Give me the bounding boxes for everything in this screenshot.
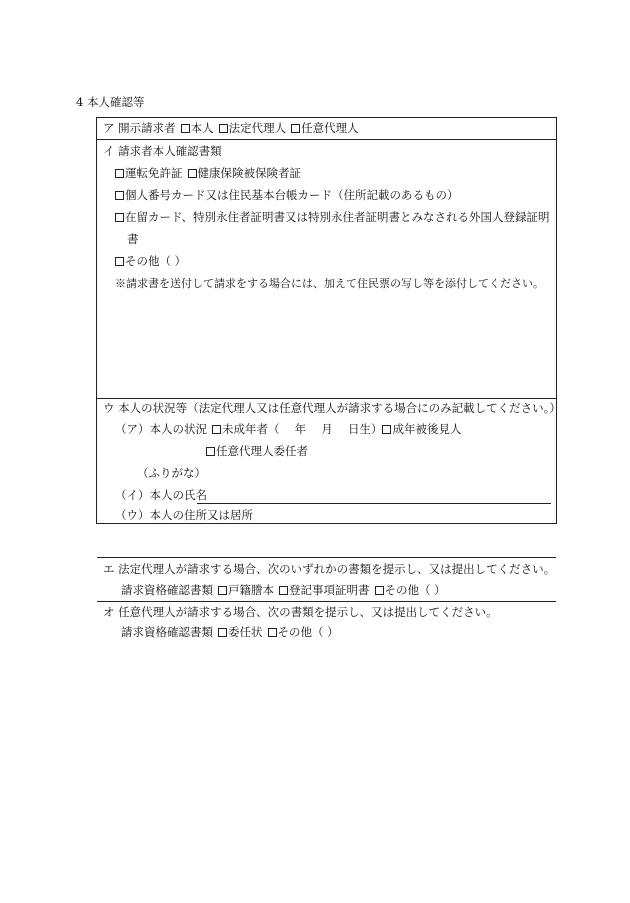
residence-card-checkbox[interactable] <box>115 213 124 222</box>
name-label: （イ）本人の氏名 <box>115 488 207 502</box>
status-line-1 <box>115 424 461 436</box>
minor-checkbox[interactable] <box>212 425 221 434</box>
drivers-license-label: 運転免許証 <box>125 166 183 180</box>
address-input-line[interactable] <box>245 523 551 524</box>
id-doc-line-3 <box>115 212 549 224</box>
other-id-label: その他（ ） <box>125 254 187 268</box>
residence-card-label-cont: 書 <box>127 232 139 246</box>
drivers-license-checkbox[interactable] <box>115 169 124 178</box>
identity-verification-table <box>96 117 561 639</box>
other-id-checkbox[interactable] <box>115 257 124 266</box>
requester-line <box>103 123 359 135</box>
legal-agent-docs-line <box>121 585 446 597</box>
id-doc-line-4 <box>115 256 186 268</box>
requester-label: ア 開示請求者 <box>103 121 176 135</box>
voluntary-agent-other-label: その他（ ） <box>277 625 339 639</box>
name-input-line[interactable] <box>197 503 551 504</box>
voluntary-agent-other-checkbox[interactable] <box>268 628 277 637</box>
status-line-2 <box>206 446 308 458</box>
principal-status-row <box>97 398 561 557</box>
power-of-attorney-checkbox[interactable] <box>218 628 227 637</box>
legal-agent-other-checkbox[interactable] <box>375 586 384 595</box>
voluntary-agent-docs-line <box>121 627 339 639</box>
family-register-checkbox[interactable] <box>218 586 227 595</box>
voluntary-agent-docs-title: 請求資格確認書類 <box>121 625 213 639</box>
residence-card-label: 在留カード、特別永住者証明書又は特別永住者証明書とみなされる外国人登録証明 <box>125 210 550 224</box>
legal-agent-docs-row <box>97 557 556 601</box>
requester-legal-agent-label: 法定代理人 <box>228 121 287 135</box>
voluntary-agent-docs-row <box>97 601 556 640</box>
id-documents-label: イ 請求者本人確認書類 <box>103 144 222 158</box>
delegator-label: 任意代理人委任者 <box>216 444 308 458</box>
family-register-label: 戸籍謄本 <box>228 583 274 597</box>
requester-legal-agent-checkbox[interactable] <box>219 124 228 133</box>
requester-voluntary-agent-label: 任意代理人 <box>301 121 359 135</box>
mailing-note: ※請求書を送付して請求をする場合には、加えて住民票の写し等を添付してください。 <box>115 277 544 290</box>
my-number-card-label: 個人番号カード又は住民基本台帳カード（住所記載のあるもの） <box>125 188 459 202</box>
address-label: （ウ）本人の住所又は居所 <box>115 508 253 522</box>
delegator-checkbox[interactable] <box>206 447 215 456</box>
section-heading: 4 本人確認等 <box>76 95 145 109</box>
id-doc-line-1 <box>115 168 301 180</box>
furigana-label: （ふりがな） <box>137 466 206 480</box>
registry-certificate-label: 登記事項証明書 <box>289 583 370 597</box>
my-number-card-checkbox[interactable] <box>115 191 124 200</box>
health-insurance-label: 健康保険被保険者証 <box>197 166 301 180</box>
requester-self-label: 本人 <box>190 121 214 135</box>
requester-self-checkbox[interactable] <box>181 124 190 133</box>
legal-agent-docs-label: エ 法定代理人が請求する場合、次のいずれかの書類を提示し、又は提出してください。 <box>103 562 556 576</box>
requester-voluntary-agent-checkbox[interactable] <box>291 124 300 133</box>
status-label: （ア）本人の状況 <box>115 422 207 436</box>
minor-label: 未成年者（ 年 月 日生） <box>222 422 383 436</box>
health-insurance-checkbox[interactable] <box>188 169 197 178</box>
voluntary-agent-docs-label: オ 任意代理人が請求する場合、次の書類を提示し、又は提出してください。 <box>103 605 498 619</box>
power-of-attorney-label: 委任状 <box>228 625 263 639</box>
id-documents-row <box>97 139 556 398</box>
legal-agent-docs-title: 請求資格確認書類 <box>121 583 213 597</box>
requester-row <box>97 118 556 139</box>
registry-certificate-checkbox[interactable] <box>279 586 288 595</box>
legal-agent-other-label: その他（ ） <box>384 583 446 597</box>
adult-ward-checkbox[interactable] <box>382 425 391 434</box>
adult-ward-label: 成年被後見人 <box>392 422 462 436</box>
id-doc-line-2 <box>115 190 459 202</box>
principal-status-label: ウ 本人の状況等（法定代理人又は任意代理人が請求する場合にのみ記載してください。） <box>103 401 561 415</box>
